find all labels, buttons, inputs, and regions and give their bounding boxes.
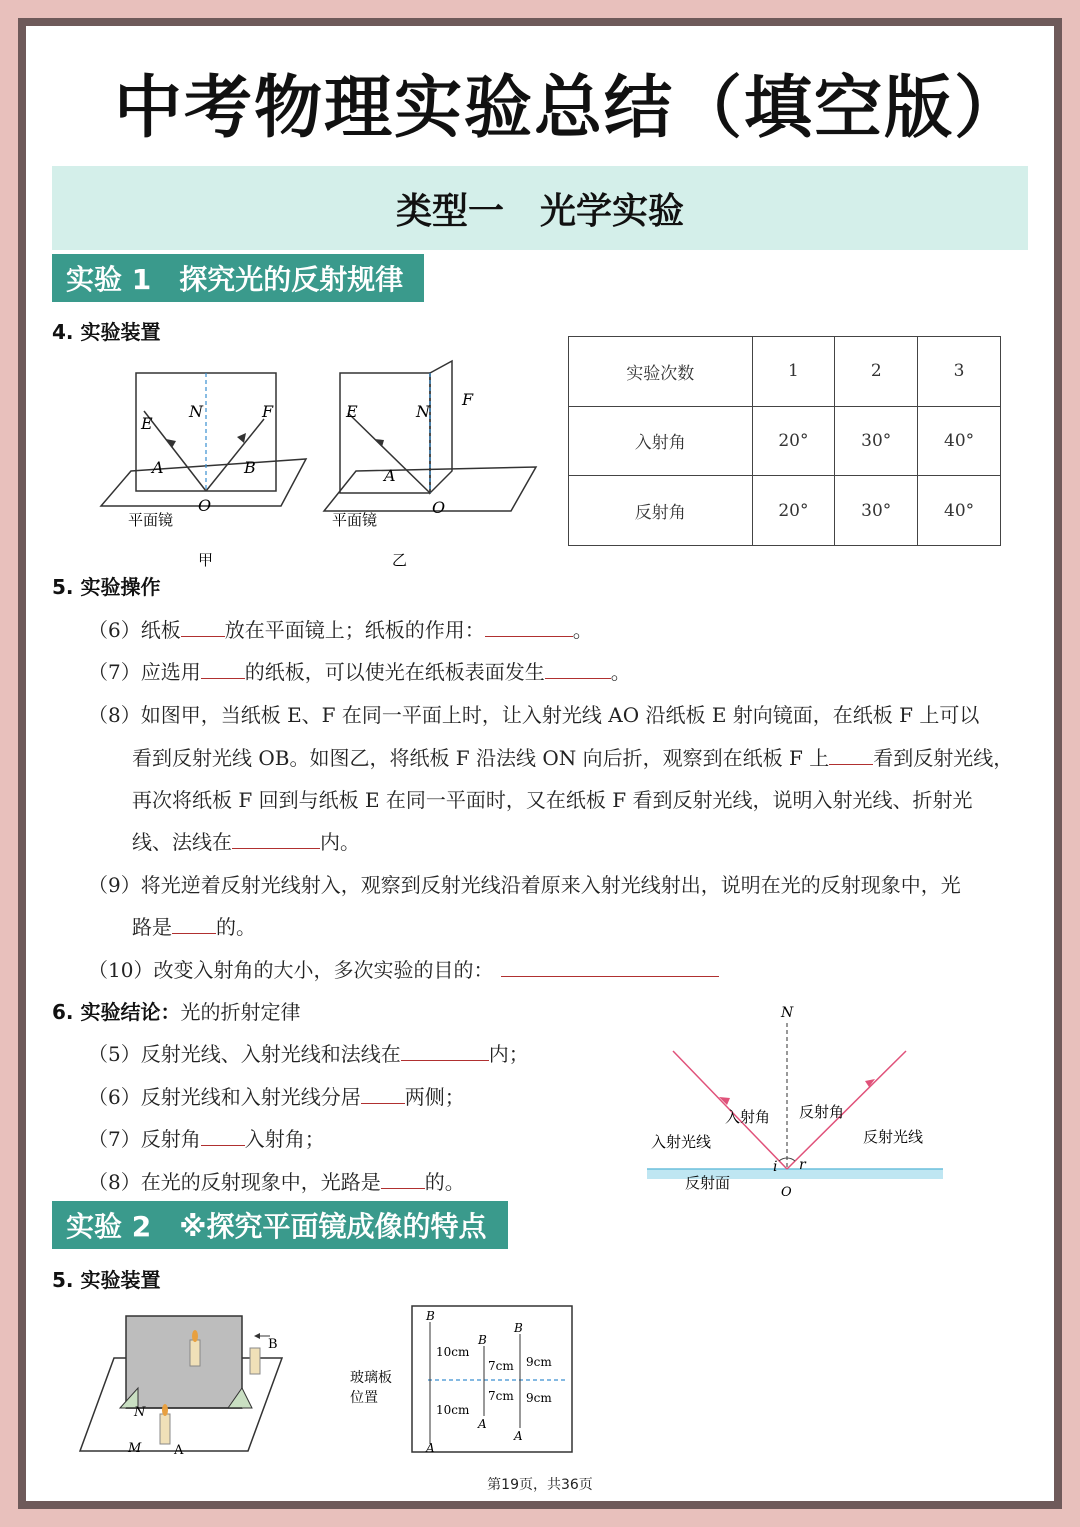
operation-8-line-2: 看到反射光线 OB。如图乙，将纸板 F 沿法线 ON 向后折，观察到在纸板 F 上 看到反射光线，: [132, 746, 1014, 770]
label-reflection-angle: 反射角: [799, 1103, 845, 1121]
fill-blank[interactable]: [501, 957, 719, 977]
label-a1: A: [426, 1441, 435, 1455]
fill-blank[interactable]: [201, 659, 245, 679]
label-a3: A: [514, 1429, 523, 1443]
image-position-record-diagram: [344, 1304, 576, 1456]
table-row: [569, 476, 1001, 546]
label-reflecting-surface: 反射面: [685, 1174, 731, 1192]
table-cell: 30°: [835, 476, 918, 546]
type-banner: [52, 166, 1028, 250]
conclusion-6: （6）反射光线和入射光线分居 两侧；: [88, 1085, 465, 1109]
label-e: E: [141, 414, 153, 433]
section-apparatus: 4. 实验装置: [52, 320, 161, 344]
table-cell: 反射角: [569, 476, 753, 546]
label-reflected-ray: 反射光线: [863, 1128, 924, 1146]
label-incident-angle: 入射角: [725, 1108, 771, 1126]
label-jia: 甲: [198, 551, 214, 569]
page-footer: 第19页，共36页: [487, 1477, 593, 1493]
label-e-yi: E: [346, 402, 358, 421]
label-incident-ray: 入射光线: [651, 1133, 712, 1151]
type-banner-text: 类型一 光学实验: [395, 190, 684, 232]
fill-blank[interactable]: [545, 659, 611, 679]
table-cell: 40°: [918, 406, 1001, 476]
label-o-yi: O: [432, 498, 446, 517]
label-a-yi: A: [384, 466, 396, 485]
label-distance-b1: 10cm: [436, 1345, 470, 1359]
section-operation: 5. 实验操作: [52, 575, 161, 599]
label-f: F: [262, 402, 274, 421]
fill-blank[interactable]: [361, 1084, 405, 1104]
table-cell: 2: [835, 337, 918, 407]
experiment-2-tag: [52, 1201, 508, 1249]
label-distance-b2: 7cm: [488, 1359, 514, 1373]
main-title: 中考物理实验总结（填空版）: [114, 69, 1025, 148]
label-n: N: [189, 402, 203, 421]
table-row: [569, 337, 1001, 407]
diagram-yi: [324, 361, 536, 569]
label-b3: B: [514, 1321, 523, 1335]
table-cell: 20°: [752, 476, 835, 546]
conclusion-7: （7）反射角 入射角；: [88, 1127, 325, 1151]
label-candle-a: A: [174, 1443, 184, 1458]
table-cell: 40°: [918, 476, 1001, 546]
operation-6: （6）纸板 放在平面镜上；纸板的作用： 。: [88, 618, 593, 642]
fill-blank[interactable]: [232, 829, 320, 849]
table-cell: 入射角: [569, 406, 753, 476]
label-line-m: M: [128, 1441, 142, 1456]
label-candle-b: B: [268, 1337, 278, 1352]
table-row: [569, 406, 1001, 476]
operation-9-line-2: 路是 的。: [132, 915, 256, 939]
fill-blank[interactable]: [485, 617, 573, 637]
conclusion-5: （5）反射光线、入射光线和法线在 内；: [88, 1042, 529, 1066]
fill-blank[interactable]: [401, 1041, 489, 1061]
diagram-jia: [101, 373, 306, 569]
label-n-yi: N: [416, 402, 430, 421]
operation-7: （7）应选用 的纸板，可以使光在纸板表面发生 。: [88, 660, 631, 684]
experiment-1-title: 实验 1 探究光的反射规律: [66, 263, 404, 296]
label-f-yi: F: [462, 390, 474, 409]
section-apparatus-2: 5. 实验装置: [52, 1268, 161, 1292]
label-o: O: [198, 496, 212, 515]
label-position: 位置: [350, 1390, 378, 1406]
label-a2: A: [478, 1417, 487, 1431]
fill-blank[interactable]: [172, 914, 216, 934]
operation-8-line-3: 再次将纸板 F 回到与纸板 E 在同一平面时，又在纸板 F 看到反射光线，说明入射光线、折射光: [132, 788, 973, 812]
label-yi: 乙: [392, 551, 408, 569]
label-distance-b3: 9cm: [526, 1355, 552, 1369]
label-a: A: [152, 458, 164, 477]
operation-8-line-4: 线、法线在 内。: [132, 830, 360, 854]
label-plane-mirror: 平面镜: [128, 511, 174, 529]
operation-9-line-1: （9）将光逆着反射光线射入，观察到反射光线沿着原来入射光线射出，说明在光的反射现象中，光: [88, 873, 961, 897]
reflection-apparatus-diagram: [86, 351, 526, 569]
label-glass-plate: 玻璃板: [350, 1370, 392, 1386]
conclusion-8: （8）在光的反射现象中，光路是 的。: [88, 1170, 465, 1194]
fill-blank[interactable]: [201, 1126, 245, 1146]
section-conclusion: 6. 实验结论：光的折射定律: [52, 1000, 301, 1024]
label-angle-r: r: [799, 1157, 806, 1173]
label-b: B: [244, 458, 256, 477]
label-line-n: N: [134, 1405, 146, 1420]
fill-blank[interactable]: [829, 745, 873, 765]
label-point-o: O: [781, 1185, 792, 1200]
label-distance-a2: 7cm: [488, 1389, 514, 1403]
experiment-2-title: 实验 2 ※探究平面镜成像的特点: [66, 1210, 487, 1243]
experiment-1-tag: [52, 254, 424, 302]
label-b1: B: [426, 1309, 435, 1323]
fill-blank[interactable]: [181, 617, 225, 637]
document-page: [26, 26, 1054, 1501]
label-angle-i: i: [773, 1159, 778, 1175]
table-cell: 实验次数: [569, 337, 753, 407]
table-cell: 20°: [752, 406, 835, 476]
table-cell: 30°: [835, 406, 918, 476]
operation-10: （10）改变入射角的大小，多次实验的目的：: [88, 954, 719, 983]
fill-blank[interactable]: [381, 1169, 425, 1189]
label-normal-n: N: [781, 1005, 794, 1021]
plane-mirror-apparatus-diagram: [78, 1306, 288, 1456]
operation-8-line-1: （8）如图甲，当纸板 E、F 在同一平面上时，让入射光线 AO 沿纸板 E 射向镜面，在纸板 F 上可以: [88, 703, 980, 727]
label-distance-a1: 10cm: [436, 1403, 470, 1417]
reflection-law-diagram: [641, 1001, 951, 1200]
table-cell: 1: [752, 337, 835, 407]
label-b2: B: [478, 1333, 487, 1347]
label-distance-a3: 9cm: [526, 1391, 552, 1405]
table-cell: 3: [918, 337, 1001, 407]
angle-data-table: [568, 336, 1001, 546]
label-plane-mirror-yi: 平面镜: [332, 511, 378, 529]
